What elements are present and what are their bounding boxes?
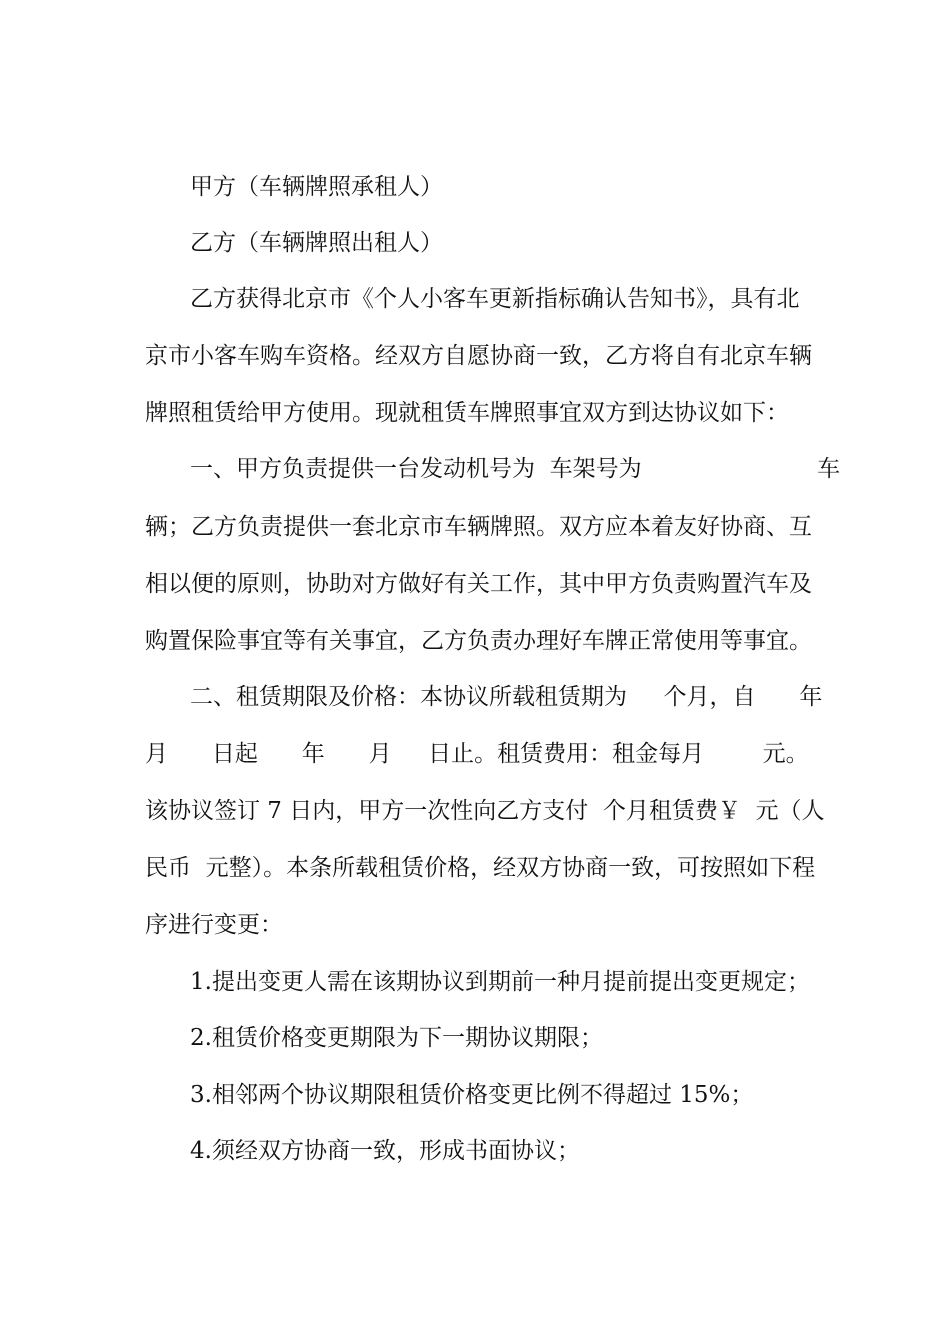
clause-2-line-4: 民币 元整）。本条所载租赁价格，经双方协商一致，可按照如下程 <box>145 855 816 881</box>
party-a-line: 甲方（车辆牌照承租人） <box>190 174 443 200</box>
list-item-1: 1.提出变更人需在该期协议到期前一种月提前提出变更规定； <box>190 969 810 995</box>
clause-1-line-2: 辆；乙方负责提供一套北京市车辆牌照。双方应本着友好协商、互 <box>145 514 812 540</box>
clause-1-line-1: 一、甲方负责提供一台发动机号为 车架号为 车 <box>190 456 841 482</box>
clause-2-line-1: 二、租赁期限及价格：本协议所载租赁期为 个月，自 年 <box>190 684 823 710</box>
preamble-line-2: 京市小客车购车资格。经双方自愿协商一致，乙方将自有北京车辆 <box>145 343 812 369</box>
list-item-2: 2.租赁价格变更期限为下一期协议期限； <box>190 1025 603 1051</box>
clause-2-line-3: 该协议签订 7 日内，甲方一次性向乙方支付 个月租赁费￥ 元（人 <box>145 798 825 824</box>
preamble-line-3: 牌照租赁给甲方使用。现就租赁车牌照事宜双方到达协议如下： <box>145 400 789 426</box>
clause-2-line-5: 序进行变更： <box>145 912 283 938</box>
list-item-4: 4.须经双方协商一致，形成书面协议； <box>190 1138 580 1164</box>
party-b-line: 乙方（车辆牌照出租人） <box>190 230 443 256</box>
clause-1-line-4: 购置保险事宜等有关事宜，乙方负责办理好车牌正常使用等事宜。 <box>145 628 812 654</box>
clause-2-line-2: 月 日起 年 月 日止。租赁费用：租金每月 元。 <box>145 741 809 767</box>
list-item-3: 3.相邻两个协议期限租赁价格变更比例不得超过 15%； <box>190 1082 754 1108</box>
clause-1-line-3: 相以便的原则，协助对方做好有关工作，其中甲方负责购置汽车及 <box>145 571 812 597</box>
preamble-line-1: 乙方获得北京市《个人小客车更新指标确认告知书》，具有北 <box>190 286 800 312</box>
